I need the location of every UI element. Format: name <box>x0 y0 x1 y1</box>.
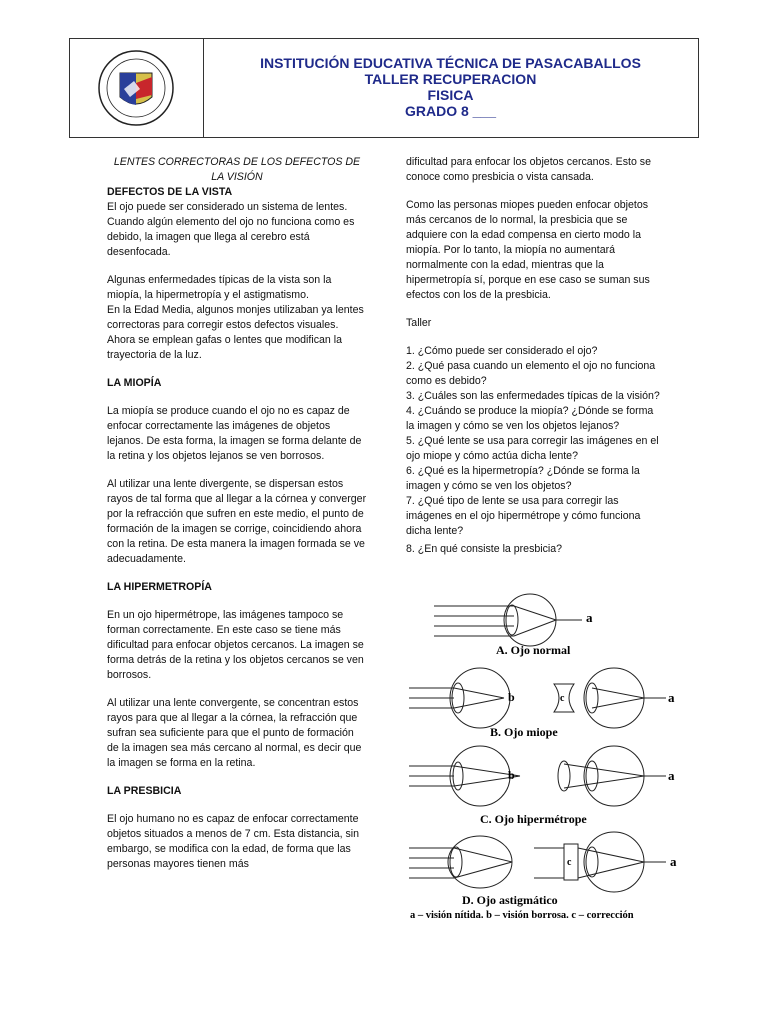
label-c: c <box>567 857 572 868</box>
eye-normal-diagram <box>434 594 582 646</box>
grade-line: GRADO 8 ___ <box>404 103 497 119</box>
label-b: b <box>508 690 515 704</box>
eye-myopic-diagram <box>409 668 666 728</box>
label-b: b <box>508 768 515 782</box>
header-box <box>69 38 699 138</box>
question-item: 4. ¿Cuándo se produce la miopía? ¿Dónde se forma la imagen y cómo se ven los objetos lejanos? <box>406 405 654 432</box>
paragraph: Como las personas miopes pueden enfocar objetos más cercanos de lo normal, la presbicia que se adquiere con la edad compensa en cierto modo la miopía. Por lo tanto, la miopía no aumentará normalmente con la edad, mientras que la hipermetropía sí, porque en ese caso se suman sus efectos con los de la presbicia. <box>406 199 650 301</box>
label-a: a <box>668 690 675 705</box>
heading-defectos: DEFECTOS DE LA VISTA <box>107 186 233 198</box>
question-item: 7. ¿Qué tipo de lente se usa para corregir las imágenes en el ojo hipermétrope y cómo funciona dicha lente? <box>406 495 641 537</box>
logo-cell <box>70 39 204 137</box>
school-seal-logo <box>70 39 203 137</box>
label-c: c <box>560 693 565 704</box>
right-column <box>406 155 662 557</box>
caption-normal: A. Ojo normal <box>496 643 571 657</box>
question-item: 8. ¿En qué consiste la presbicia? <box>406 543 563 555</box>
caption-astigmatic: D. Ojo astigmático <box>462 893 558 907</box>
question-item: 6. ¿Qué es la hipermetropía? ¿Dónde se forma la imagen y cómo se ven los objetos? <box>406 465 640 492</box>
left-column <box>107 155 367 872</box>
heading-miopia: LA MIOPÍA <box>107 377 162 389</box>
heading-hipermetropia: LA HIPERMETROPÍA <box>107 581 212 593</box>
paragraph: Algunas enfermedades típicas de la vista son la miopía, la hipermetropía y el astigmatismo. <box>107 274 332 301</box>
label-a: a <box>670 854 677 869</box>
question-item: 1. ¿Cómo puede ser considerado el ojo? <box>406 345 598 357</box>
question-item: 2. ¿Qué pasa cuando un elemento el ojo no funciona como es debido? <box>406 360 656 387</box>
paragraph: La miopía se produce cuando el ojo no es capaz de enfocar correctamente las imágenes de objetos lejanos. De esta forma, la imagen se forma delante de la retina y los objetos lejanos se ven borrosos. <box>107 405 362 462</box>
caption-myopic: B. Ojo miope <box>490 725 558 739</box>
heading-taller: Taller <box>406 317 432 329</box>
document-title: LENTES CORRECTORAS DE LOS DEFECTOS DE LA VISIÓN <box>113 156 361 183</box>
header-titles <box>203 55 698 119</box>
caption-hyperopic: C. Ojo hipermétrope <box>480 812 587 826</box>
paragraph: dificultad para enfocar los objetos cercanos. Esto se conoce como presbicia o vista cansada. <box>406 156 651 183</box>
paragraph: Al utilizar una lente convergente, se concentran estos rayos para que al llegar a la córnea, la refracción que sufran sea suficiente para que el punto de formación de la imagen sea más cercano al normal, es decir que la imagen se forma en la retina. <box>107 697 362 769</box>
question-item: 3. ¿Cuáles son las enfermedades típicas de la visión? <box>406 390 660 402</box>
paragraph: En la Edad Media, algunos monjes utilizaban ya lentes correctoras para corregir estos defectos visuales. Ahora se emplean gafas o lentes que modifican la trayectoria de la luz. <box>107 304 364 361</box>
label-a: a <box>668 768 675 783</box>
workshop-title: TALLER RECUPERACION <box>364 71 537 87</box>
paragraph: El ojo puede ser considerado un sistema de lentes. Cuando algún elemento del ojo no funciona como es debido, la imagen que llega al cerebro está desenfocada. <box>107 201 355 258</box>
eye-diagram <box>404 582 704 922</box>
label-a: a <box>586 610 593 625</box>
eye-hyperopic-diagram <box>409 746 666 806</box>
question-list <box>406 344 662 557</box>
question-item: 5. ¿Qué lente se usa para corregir las imágenes en el ojo miope y cómo actúa dicha lente? <box>406 435 659 462</box>
paragraph: Al utilizar una lente divergente, se dispersan estos rayos de tal forma que al llegar a la córnea y converger por la refracción que sufren en este medio, el punto de formación de la imagen se corrige, coincidiendo ahora con la retina. De esta manera la imagen formada se ve adecuadamente. <box>107 478 367 565</box>
eye-astigmatic-diagram <box>409 832 666 892</box>
paragraph: El ojo humano no es capaz de enfocar correctamente objetos situados a menos de 7 cm. Esta distancia, sin embargo, se modifica con la edad, de forma que las personas mayores tienen más <box>107 813 360 870</box>
institution-name: INSTITUCIÓN EDUCATIVA TÉCNICA DE PASACABALLOS <box>260 55 641 71</box>
figure-legend: a – visión nítida. b – visión borrosa. c – corrección <box>410 910 634 921</box>
paragraph: En un ojo hipermétrope, las imágenes tampoco se forman correctamente. En este caso se tiene más dificultad para enfocar objetos cercanos. La imagen se forma detrás de la retina y los objetos cercanos se ven borrosos. <box>107 609 364 681</box>
heading-presbicia: LA PRESBICIA <box>107 785 182 797</box>
subject-title: FISICA <box>427 87 474 103</box>
eye-defects-figure <box>404 582 704 922</box>
